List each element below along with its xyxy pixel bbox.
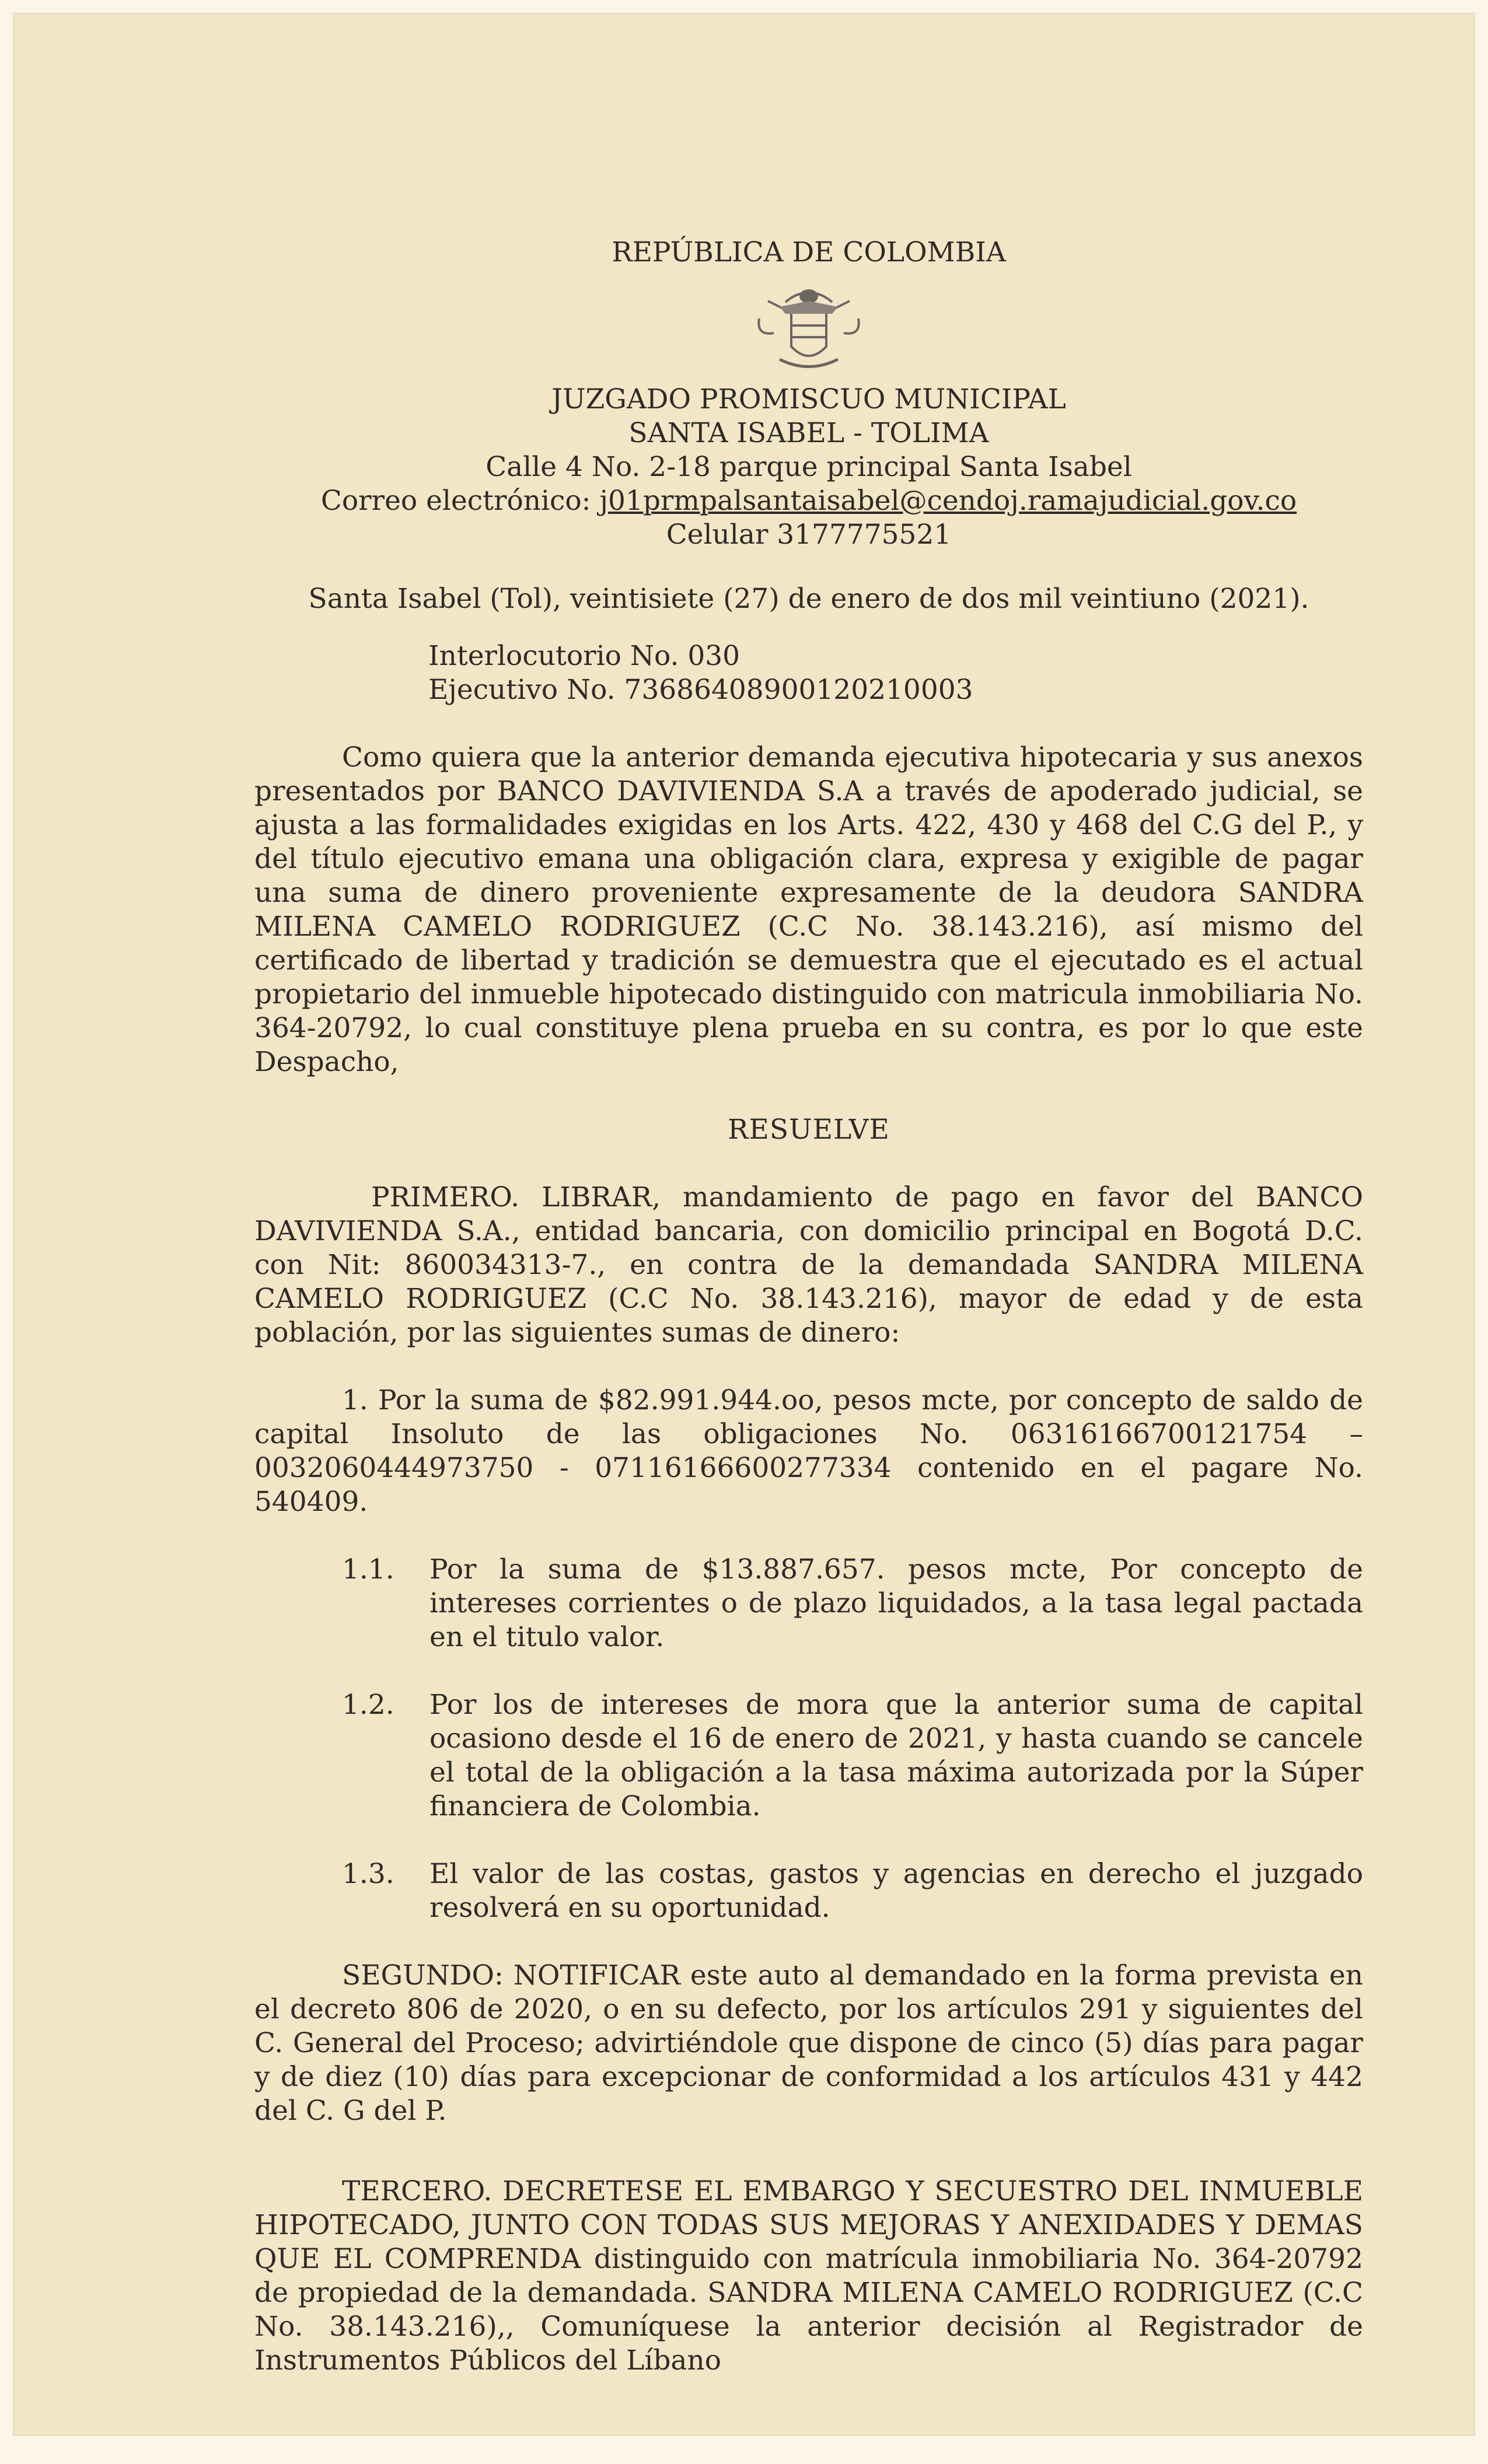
email-link[interactable]: j01prmpalsantaisabel@cendoj.ramajudicial.gov.co xyxy=(599,485,1297,517)
sub-item-1-2 xyxy=(342,1688,1363,1824)
date-line: Santa Isabel (Tol), veintisiete (27) de enero de dos mil veintiuno (2021). xyxy=(308,583,1309,615)
tercero-paragraph: TERCERO. DECRETESE EL EMBARGO Y SECUESTRO DEL INMUEBLE HIPOTECADO, JUNTO CON TODAS SUS MEJORAS Y ANEXIDADES Y DEMAS QUE EL COMPRENDA distinguido con matrícula inmobiliaria No. 364-20792 de propiedad de la demandada. SANDRA MILENA CAMELO RODRIGUEZ (C.C No. 38.143.216),, Comuníquese la anterior decisión al Registrador de Instrumentos Públicos del Líbano xyxy=(254,2175,1363,2376)
sub-item-1-3 xyxy=(342,1857,1363,1925)
document-body xyxy=(254,236,1363,2378)
coat-of-arms-icon xyxy=(745,278,873,377)
court-email-line xyxy=(254,484,1363,518)
primero-paragraph: PRIMERO. LIBRAR, mandamiento de pago en favor del BANCO DAVIVIENDA S.A., entidad bancaria, con domicilio principal en Bogotá D.C. con Nit: 860034313-7., en contra de la demandada SANDRA MILENA CAMELO RODRIGUEZ (C.C No. 38.143.216), mayor de edad y de esta población, por las siguientes sumas de dinero: xyxy=(254,1181,1363,1349)
sub-item-text: El valor de las costas, gastos y agencias en derecho el juzgado resolverá en su oportunidad. xyxy=(429,1858,1363,1924)
document-page xyxy=(14,14,1474,2435)
interlocutorio-ref: Interlocutorio No. 030 xyxy=(428,640,740,672)
item-1-paragraph: 1. Por la suma de $82.991.944.oo, pesos mcte, por concepto de saldo de capital Insoluto de las obligaciones No. 06316166700121754 – 0032060444973750 - 07116166600277334 contenido en el pagare No. 540409. xyxy=(254,1384,1363,1518)
sub-item-text: Por la suma de $13.887.657. pesos mcte, Por concepto de intereses corrientes o de plazo liquidados, a la tasa legal pactada en el titulo valor. xyxy=(429,1553,1363,1653)
email-label: Correo electrónico: xyxy=(320,485,600,517)
sub-item-1-1 xyxy=(342,1553,1363,1654)
sub-item-number: 1.1. xyxy=(342,1553,394,1586)
sub-item-number: 1.3. xyxy=(342,1858,394,1890)
sub-item-number: 1.2. xyxy=(342,1689,394,1721)
sub-item-text: Por los de intereses de mora que la anterior suma de capital ocasiono desde el 16 de enero de 2021, y hasta cuando se cancele el total de la obligación a la tasa máxima autorizada por la Súper financiera de Colombia. xyxy=(429,1689,1363,1822)
court-phone: Celular 3177775521 xyxy=(666,519,952,551)
court-address: Calle 4 No. 2-18 parque principal Santa Isabel xyxy=(485,451,1132,483)
segundo-paragraph: SEGUNDO: NOTIFICAR este auto al demandado en la forma prevista en el decreto 806 de 2020, o en su defecto, por los artículos 291 y siguientes del C. General del Proceso; advirtiéndole que dispone de cinco (5) días para pagar y de diez (10) días para excepcionar de conformidad a los artículos 431 y 442 del C. G del P. xyxy=(254,1959,1363,2127)
court-city: SANTA ISABEL - TOLIMA xyxy=(628,417,989,449)
ejecutivo-ref: Ejecutivo No. 73686408900120210003 xyxy=(428,674,973,706)
case-references xyxy=(428,639,1363,707)
country-heading: REPÚBLICA DE COLOMBIA xyxy=(612,236,1006,268)
resuelve-heading: RESUELVE xyxy=(728,1114,890,1146)
intro-paragraph: Como quiera que la anterior demanda ejecutiva hipotecaria y sus anexos presentados por BANCO DAVIVIENDA S.A a través de apoderado judicial, se ajusta a las formalidades exigidas en los Arts. 422, 430 y 468 del C.G del P., y del título ejecutivo emana una obligación clara, expresa y exigible de pagar una suma de dinero proveniente expresamente de la deudora SANDRA MILENA CAMELO RODRIGUEZ (C.C No. 38.143.216), así mismo del certificado de libertad y tradición se demuestra que el ejecutado es el actual propietario del inmueble hipotecado distinguido con matricula inmobiliaria No. 364-20792, lo cual constituye plena prueba en su contra, es por lo que este Despacho, xyxy=(254,741,1363,1078)
court-name: JUZGADO PROMISCUO MUNICIPAL xyxy=(551,383,1066,415)
